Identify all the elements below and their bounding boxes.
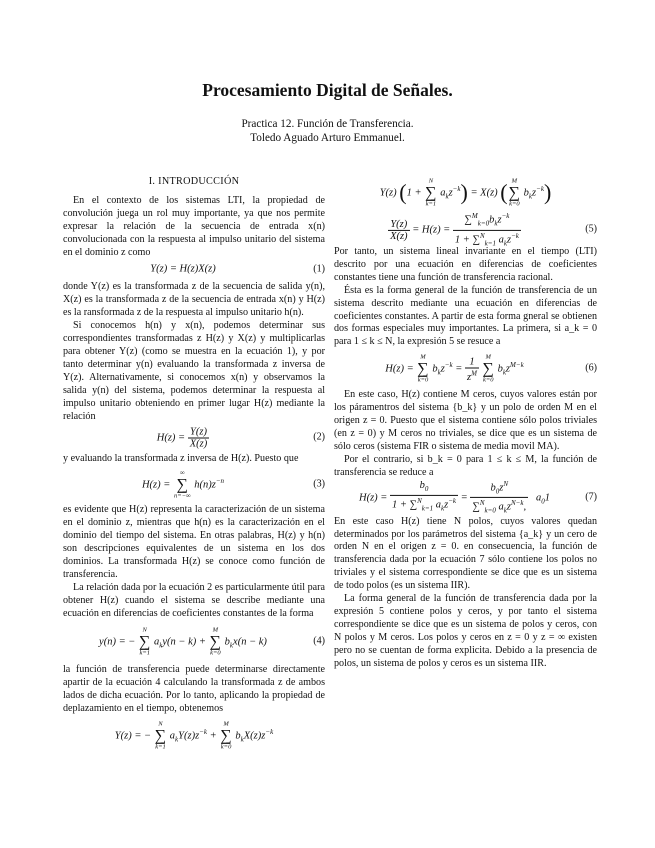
equation-5: $\frac{Y(z)}{X(z)}$ = H(z) = $\frac{\sum^M_{k=0}b_kz^{-k}}{1 + \sum^N_{k=1} a_kz^{-k}}$ (5) (390, 211, 597, 248)
paragraph: En el contexto de los sistemas LTI, la propiedad de convolución juega un rol muy importante, ya que nos permite expresar la relación de la secuencia de entrada x(n) convolucionada con la respuesta al impulso unitario del sistema en el dominio z como (63, 194, 325, 258)
paragraph: y evaluando la transformada z inversa de H(z). Puesto que (63, 453, 299, 465)
equation-number: (6) (585, 362, 597, 374)
paragraph: Ésta es la forma general de la función de transferencia de un sistema descrito mediante una ecuación en diferencias de coeficientes constantes. A partir de esta forma gneral se obtienen dos formas especiales muy importantes. La primera, si a_k = 0 para 1 ≤ k ≤ N, la expresión 5 se resuce a (334, 284, 597, 348)
equation-4: y(n) = − N ∑ k=1 $a_ky(n - k)$ + M ∑ k=0 $b_kx(n - k)$ (4) (99, 626, 325, 657)
paragraph: Por tanto, un sistema lineal invariante en el tiempo (LTI) descrito por una ecuación en diferencias de coeficientes constantes tiene una función de transferencia racional. (334, 246, 597, 283)
equation-6: H(z) = M ∑ k=0 $b_kz^{-k}$ = $\frac{1}{z^M}$ M ∑ k=0 $b_kz^{M-k}$ (6) (385, 353, 597, 384)
paragraph: es evidente que H(z) representa la caracterización de un sistema en el dominio z, mientras que h(n) es la caracterización en el dominio del tiempo del sistema. En otras palabras, H(z) y h(n) son descripciones equivalentes de un sistema en los dos dominios. La transformada H(z) se conoce como función de transferencia. (63, 504, 325, 580)
paragraph: La relación dada por la ecuación 2 es particularmente útil para obtener H(z) cuando el sistema se describe mediante una ecuación en diferencias de coeficientes constantes de la forma (63, 581, 325, 619)
equation-3: H(z) = ∞ ∑ n=−∞ $h(n)z^{-n}$ (3) (141, 469, 325, 500)
equation-4b: Y(z) = − N ∑ k=1 $a_kY(z)z^{-k}$ + M ∑ k=0 $b_kX(z)z^{-k}$ (114, 720, 274, 751)
paragraph: Si conocemos h(n) y x(n), podemos determinar sus correspondientes transformadas z H(z) y X(z) y multiplicarlas para obtener Y(z) (como se muestra en la ecuación 1), y por tanto determinar y(n) evaluando la transformada z inversa de Y(z). Alternativamente, si conocemos x(n) y observamos la salida y(n) del sistema, podemos determinar la respuesta al impulso unitario obteniendo en primer lugar H(z) mediante la relación (63, 320, 325, 422)
equation-number: (7) (585, 491, 597, 503)
right-column (334, 172, 597, 670)
equation-2: H(z) = $\frac{Y(z)}{X(z)}$ (2) (156, 426, 325, 450)
paragraph: la función de transferencia puede determinarse directamente apartir de la ecuación 4 calculando la transformada z de ambos lados de dicha ecuación. Por lo tanto, aplicando la propiedad de deplazamiento en el tiempo, obtenemos (63, 664, 325, 715)
equation-5a: Y(z) (1 + N ∑ k=1 $a_kz^{-k}) = X(z)$ ( M ∑ k=0 $b_kz^{-k}$) (379, 177, 552, 208)
paragraph: Por el contrario, si b_k = 0 para 1 ≤ k ≤ M, la función de transferencia se reduce a (334, 453, 597, 478)
paper-title: Procesamiento Digital de Señales. (202, 80, 453, 100)
section-heading: I. INTRODUCCIÓN (148, 176, 240, 187)
equation-number: (1) (313, 263, 325, 275)
paper-subtitle: Practica 12. Función de Transferencia. (241, 118, 414, 130)
paragraph: La forma general de la función de transferencia dada por la expresión 5 contiene polos y ceros, y por tanto el sistema correspondiente se dice que es un sistema de polos y ceros, con N polos y M ceros. Los polos y ceros en z = 0 y z = ∞ existen pero no se cuentan de forma explicita. Debido a la presencia de polos, un sistema de polos y ceros es un sistema IIR. (334, 593, 597, 669)
paragraph: donde Y(z) es la transformada z de la secuencia de salida y(n), X(z) es la transformada z de la secuencia de entrada x(n) y H(z) es la ransformada z de la respuesta al impulso unitario h(n). (63, 281, 325, 319)
paragraph: En este caso, H(z) contiene M ceros, cuyos valores están por los páramentros del sistema {b_k} y un polo de orden M en el origen z = 0. Puesto que el sistema contiene sólo polos triviales (en z = 0) y M ceros no triviales, se dice que es un sistema de sólo ceros (sistema FIR o sistema de media movil MA). (334, 389, 597, 452)
left-column (63, 176, 325, 756)
equation-number: (4) (313, 636, 325, 648)
equation-number: (3) (313, 478, 325, 490)
paragraph: En este caso H(z) tiene N polos, cuyos valores quedan determinados por los parámetros del sistema {a_k} y un cero de orden N en el origen z = 0. en consecuencia, la función de transferencia dada por la ecuación 7 sólo contiene los polos no triviales y el sistema correspondiente se dice que es un sistema de todo polos (es un sistema IIR). (334, 515, 597, 592)
equation-7: H(z) = $\frac{b_0}{1 + \sum^N_{k=1} a_kz^{-k}}$ = $\frac{b_0z^N}{\sum^N_{k=0} a_kz^{N-k},}$ $a_01$ (7) (359, 479, 597, 515)
equation-number: (5) (585, 223, 597, 235)
equation-number: (2) (313, 431, 325, 443)
paper-author: Toledo Aguado Arturo Emmanuel. (250, 132, 405, 144)
equation-1: Y(z) = H(z)X(z) (1) (150, 263, 325, 275)
